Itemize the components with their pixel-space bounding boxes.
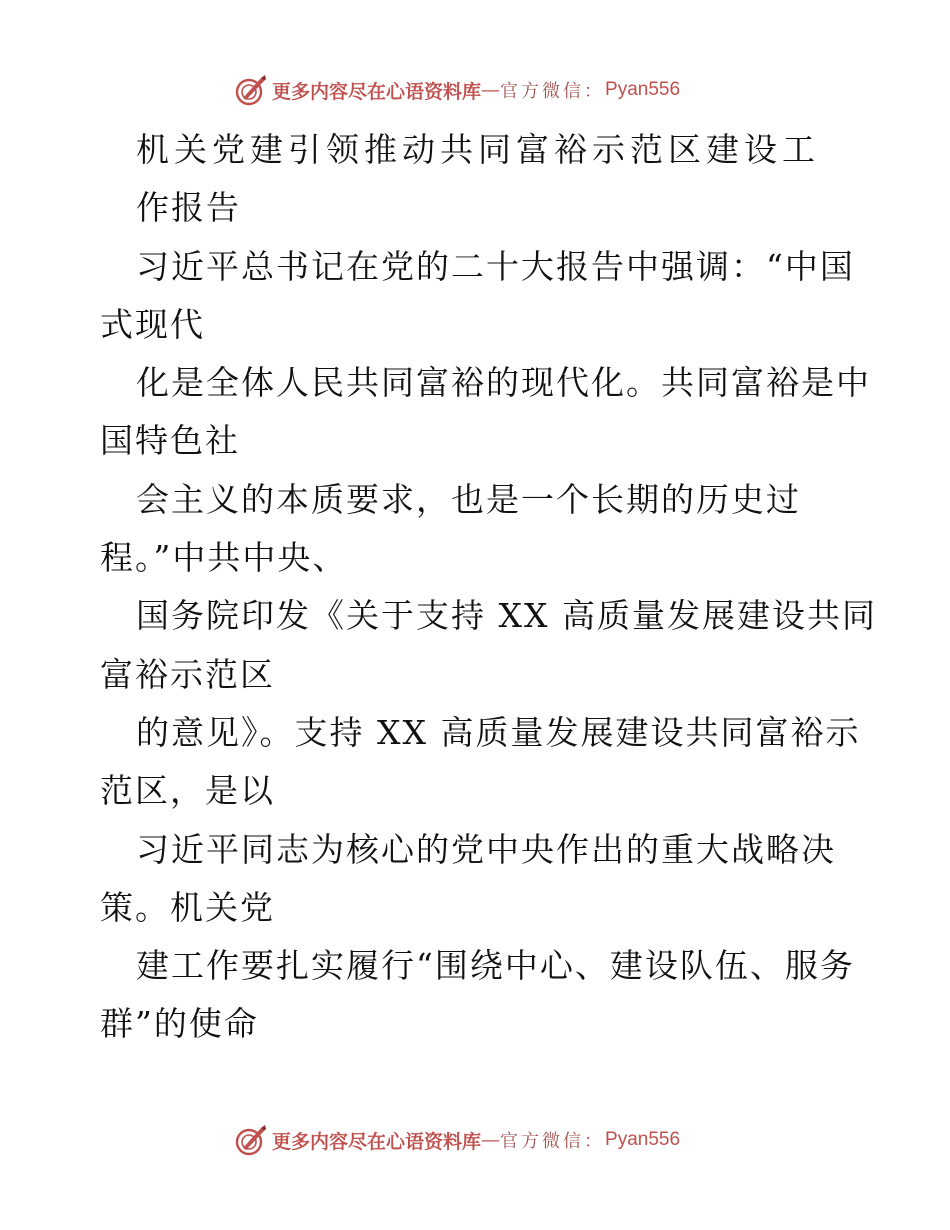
- paragraph-line: 的意见》。支持 XX 高质量发展建设共同富裕示: [136, 712, 861, 752]
- header-watermark: [234, 72, 680, 108]
- quill-pen-logo-icon: [234, 1123, 268, 1157]
- paragraph-line: 式现代: [100, 304, 205, 344]
- paragraph-line: 策。机关党: [100, 887, 275, 927]
- paragraph-line: 建工作要扎实履行“围绕中心、建设队伍、服务: [136, 946, 855, 986]
- watermark-dash: —: [481, 79, 501, 101]
- document-body: [100, 121, 877, 1054]
- quill-pen-logo-icon: [234, 73, 268, 107]
- footer-watermark: [234, 1122, 680, 1158]
- paragraph-line: 会主义的本质要求，也是一个长期的历史过: [136, 479, 801, 519]
- watermark-dash: —: [481, 1129, 501, 1151]
- paragraph-line: 富裕示范区: [100, 654, 275, 694]
- paragraph-line: 范区，是以: [100, 771, 275, 811]
- watermark-wechat-id: Pyan556: [605, 79, 681, 100]
- watermark-wechat-label: 官方微信：: [500, 1131, 606, 1152]
- paragraph-line: 国务院印发《关于支持 XX 高质量发展建设共同: [136, 596, 877, 636]
- paragraph-line: 习近平同志为核心的党中央作出的重大战略决: [136, 829, 836, 869]
- paragraph-line: 习近平总书记在党的二十大报告中强调：“中国: [136, 246, 855, 286]
- watermark-wechat-id: Pyan556: [605, 1129, 681, 1150]
- paragraph-line: 国特色社: [100, 421, 240, 461]
- watermark-brand-text: 更多内容尽在心语资料库: [272, 80, 482, 103]
- paragraph-line: 化是全体人民共同富裕的现代化。共同富裕是中: [136, 363, 871, 403]
- watermark-wechat-label: 官方微信：: [500, 81, 606, 102]
- document-title-line-2: 作报告: [136, 188, 241, 228]
- watermark-brand-text: 更多内容尽在心语资料库: [272, 1130, 482, 1153]
- document-title-line-1: 机关党建引领推动共同富裕示范区建设工: [136, 130, 820, 169]
- paragraph-line: 群”的使命: [100, 1004, 259, 1044]
- paragraph-line: 程。”中共中央、: [100, 538, 348, 578]
